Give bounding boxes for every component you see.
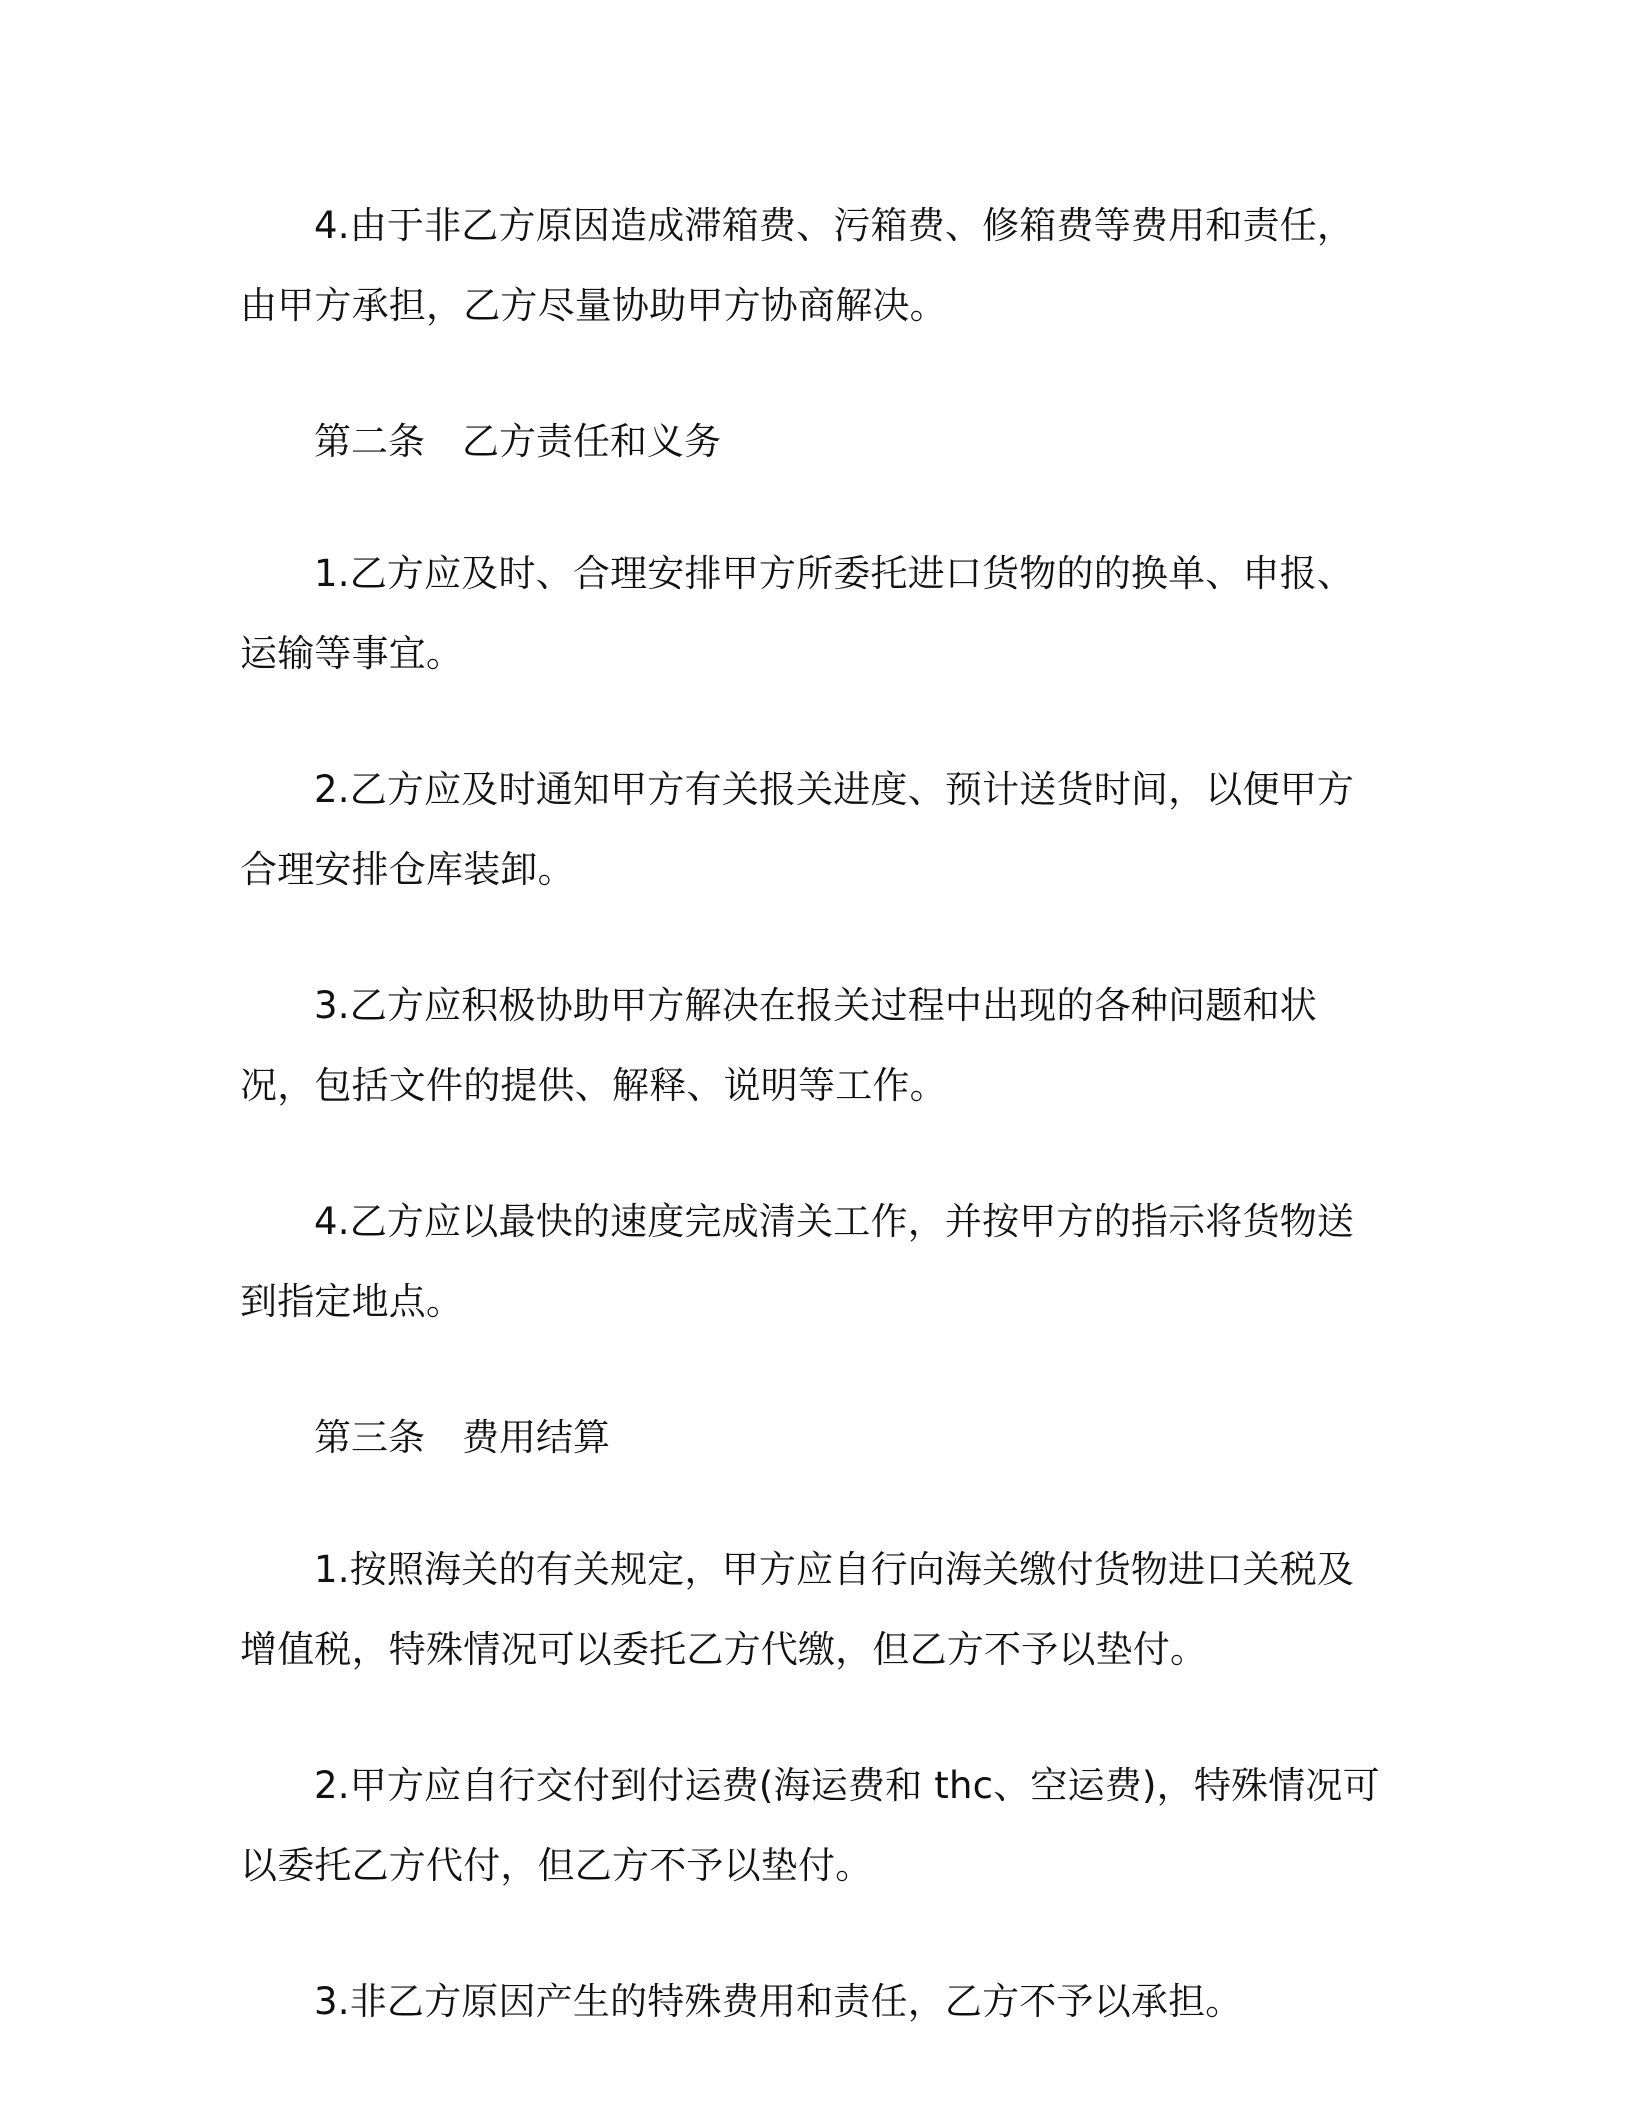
clause-2-1-paragraph: 1.乙方应及时、合理安排甲方所委托进口货物的的换单、申报、运输等事宜。: [240, 552, 1355, 675]
clause-2-4-paragraph: 4.乙方应以最快的速度完成清关工作，并按甲方的指示将货物送到指定地点。: [240, 1200, 1355, 1323]
clause-2-3-paragraph: 3.乙方应积极协助甲方解决在报关过程中出现的各种问题和状况，包括文件的提供、解释、说明等工作。: [240, 984, 1317, 1107]
clause-2-2-paragraph: 2.乙方应及时通知甲方有关报关进度、预计送货时间，以便甲方合理安排仓库装卸。: [240, 768, 1355, 891]
document-body: [240, 186, 1390, 2098]
clause-1-4-paragraph: 4.由于非乙方原因造成滞箱费、污箱费、修箱费等费用和责任，由甲方承担，乙方尽量协助甲方协商解决。: [240, 204, 1355, 327]
article-2-heading: 第二条 乙方责任和义务: [314, 420, 721, 463]
clause-3-2-paragraph: 2.甲方应自行交付到付运费(海运费和 thc、空运费)，特殊情况可以委托乙方代付，但乙方不予以垫付。: [240, 1764, 1380, 1887]
clause-3-3-paragraph: 3.非乙方原因产生的特殊费用和责任，乙方不予以承担。: [314, 1980, 1243, 2023]
article-3-heading: 第三条 费用结算: [314, 1416, 610, 1459]
clause-3-1-paragraph: 1.按照海关的有关规定，甲方应自行向海关缴付货物进口关税及增值税，特殊情况可以委托乙方代缴，但乙方不予以垫付。: [240, 1548, 1355, 1671]
